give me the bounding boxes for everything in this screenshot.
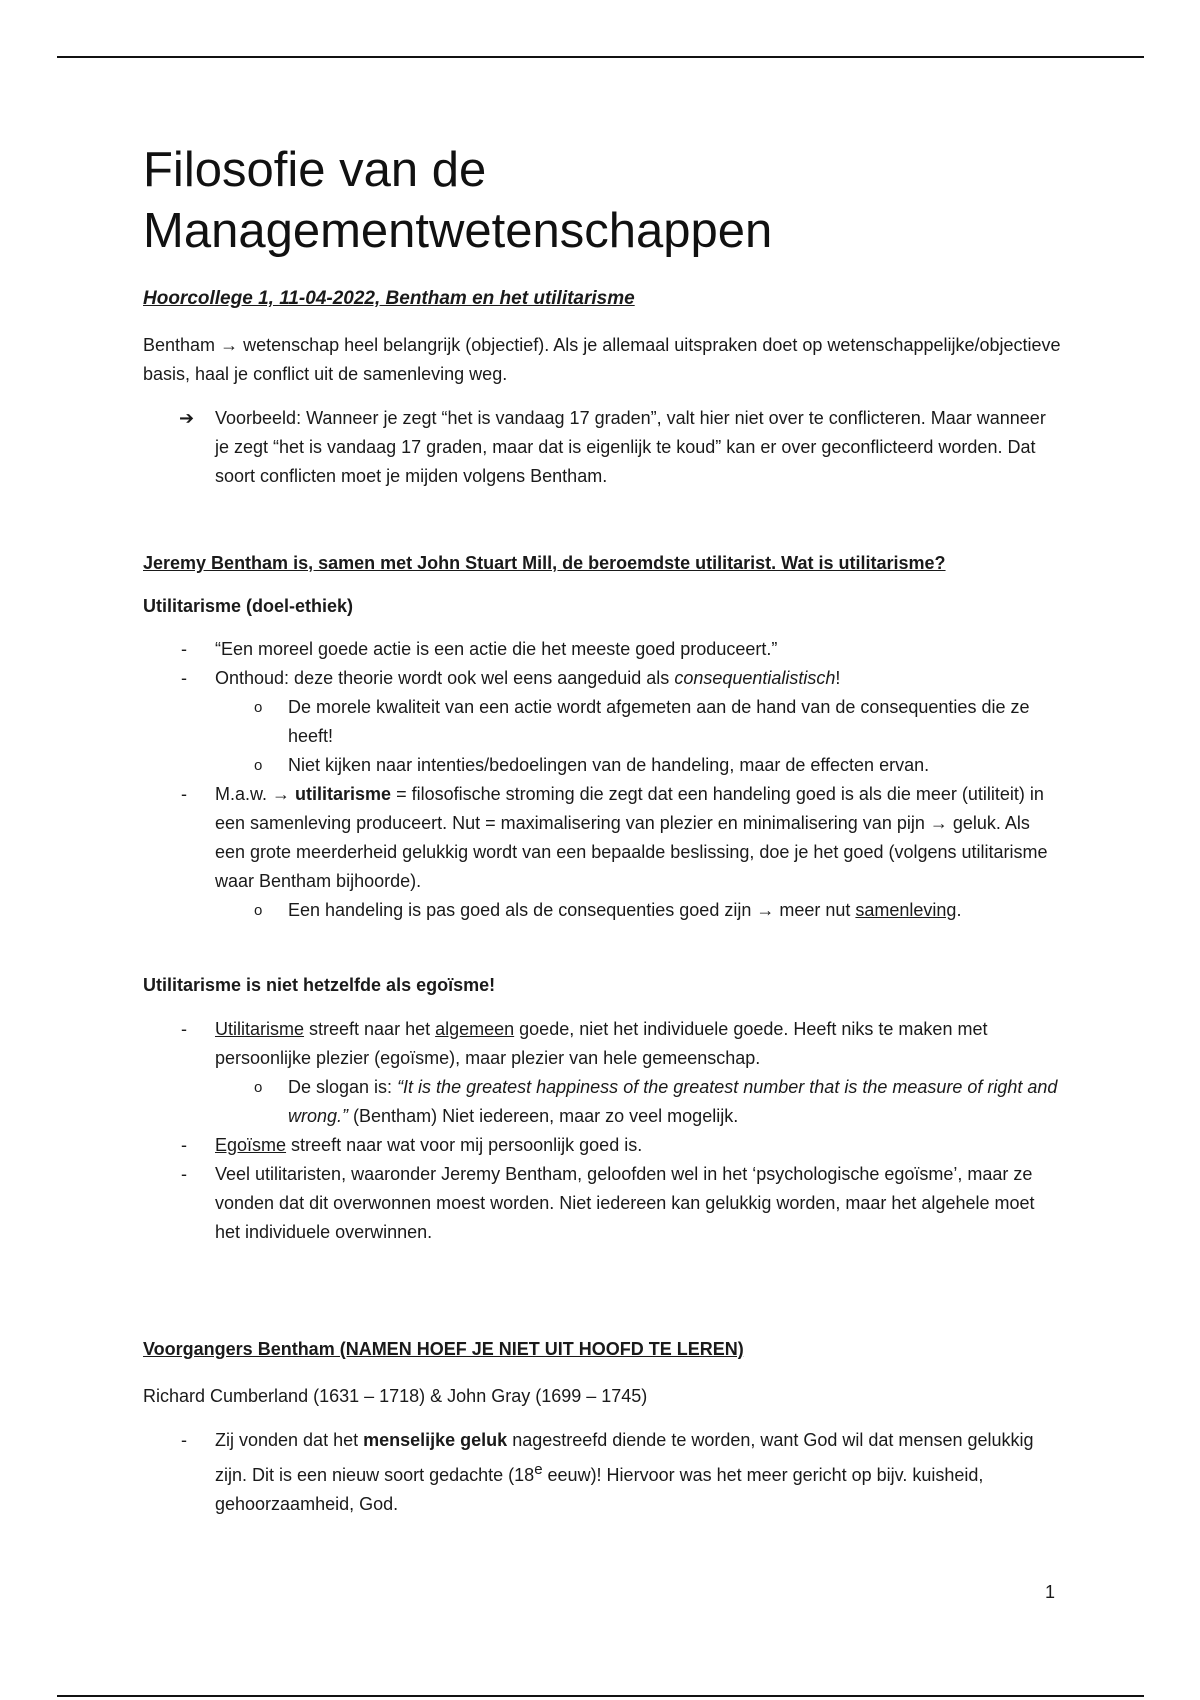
circle-bullet: o — [254, 902, 263, 919]
list-text: (Bentham) Niet iedereen, maar zo veel mogelijk. — [348, 1106, 739, 1126]
example-text: Voorbeeld: Wanneer je zegt “het is vandaag 17 graden”, valt hier niet over te conflicteren. Maar wanneer je zegt “het is vandaag 17 graden, maar dat is eigenlijk te koud” kan er over geconflicteerd worden. Dat soort conflicten moet je mijden volgens Bentham. — [215, 408, 1046, 486]
list-text: Veel utilitaristen, waaronder Jeremy Bentham, geloofden wel in het ‘psychologische egoïsme’, maar ze vonden dat dit overwonnen moest worden. Niet iedereen kan gelukkig worden, maar het algehele moet het individuele overwinnen. — [215, 1164, 1035, 1242]
list-text: De morele kwaliteit van een actie wordt afgemeten aan de hand van de consequenties die ze heeft! — [288, 697, 1030, 746]
list-text: Niet kijken naar intenties/bedoelingen van de handeling, maar de effecten ervan. — [288, 755, 930, 775]
dash-bullet: - — [181, 784, 187, 804]
dash-bullet: - — [181, 1135, 187, 1155]
dash-bullet: - — [181, 1430, 187, 1450]
sub-list-item — [143, 896, 1063, 925]
sub-list — [215, 693, 1063, 780]
sub-list-item — [143, 751, 1063, 780]
list-text: goede, niet het individuele goede. Heeft niks te maken met persoonlijke plezier (egoïsme), maar plezier van hele gemeenschap. — [215, 1019, 988, 1068]
utilitarism-list — [143, 635, 1063, 925]
arrow-icon: → — [929, 813, 948, 833]
dash-bullet: - — [181, 639, 187, 659]
underlined-term: algemeen — [435, 1019, 515, 1039]
superscript: e — [534, 1461, 543, 1478]
sub-list — [215, 1073, 1063, 1131]
list-item — [143, 1160, 1063, 1247]
example-list — [143, 404, 1063, 491]
page-number: 1 — [1045, 1582, 1056, 1602]
underlined-term: Utilitarisme — [215, 1019, 305, 1039]
arrow-bullet-icon: ➔ — [179, 408, 195, 428]
list-item — [143, 404, 1063, 491]
list-text: . — [956, 900, 962, 920]
egoism-list — [143, 1015, 1063, 1247]
document-body — [143, 140, 1063, 1519]
predecessors-list — [143, 1426, 1063, 1519]
circle-bullet: o — [254, 699, 263, 716]
section-heading-predecessors: Voorgangers Bentham (NAMEN HOEF JE NIET UIT HOOFD TE LEREN) — [143, 1339, 744, 1359]
list-text: Een handeling is pas goed als de consequenties goed zijn — [288, 900, 757, 920]
section-heading-egoism: Utilitarisme is niet hetzelfde als egoïsme! — [143, 975, 496, 995]
bold-term: menselijke geluk — [363, 1430, 508, 1450]
list-text: streeft naar het — [304, 1019, 436, 1039]
bold-term: utilitarisme — [295, 784, 392, 804]
circle-bullet: o — [254, 1079, 263, 1096]
section-subheading: Utilitarisme (doel-ethiek) — [143, 596, 354, 616]
sub-list — [215, 896, 1063, 925]
sub-list-item — [143, 693, 1063, 751]
underlined-term: samenleving — [855, 900, 957, 920]
dash-bullet: - — [181, 1019, 187, 1039]
intro-text-b: wetenschap heel belangrijk (objectief). Als je allemaal uitspraken doet op wetenschappelijke/objectieve basis, haal je conflict uit de samenleving weg. — [143, 335, 1061, 384]
dash-bullet: - — [181, 668, 187, 688]
intro-paragraph — [143, 331, 1063, 389]
list-text: geluk. Als een grote meerderheid gelukkig wordt van een bepaalde beslissing, doe je het goed (volgens utilitarisme waar Bentham bijhoorde). — [215, 813, 1048, 891]
list-item — [143, 1426, 1063, 1519]
list-item — [143, 780, 1063, 925]
sub-list-item — [143, 1073, 1063, 1131]
list-item — [143, 664, 1063, 780]
quote-text: “It is the greatest happiness of the greatest number that is the measure of right and wrong.” — [288, 1077, 1058, 1126]
arrow-icon: → — [272, 784, 291, 804]
list-text: Zij vonden dat het — [215, 1430, 364, 1450]
lecture-heading: Hoorcollege 1, 11-04-2022, Bentham en het utilitarisme — [143, 288, 635, 309]
list-text: meer nut — [774, 900, 856, 920]
dash-bullet: - — [181, 1164, 187, 1184]
list-text: Onthoud: deze theorie wordt ook wel eens aangeduid als — [215, 668, 675, 688]
list-text: streeft naar wat voor mij persoonlijk goed is. — [286, 1135, 643, 1155]
underlined-term: Egoïsme — [215, 1135, 287, 1155]
list-text: ! — [835, 668, 841, 688]
arrow-icon: → — [756, 900, 775, 920]
predecessor-names: Richard Cumberland (1631 – 1718) & John Gray (1699 – 1745) — [143, 1386, 648, 1406]
list-text: nagestreefd diende te worden, want God wil dat mensen gelukkig zijn. Dit is een nieuw soort gedachte (18 — [215, 1430, 1034, 1485]
list-item — [143, 1015, 1063, 1131]
emphasis-text: consequentialistisch — [674, 668, 836, 688]
list-text: eeuw)! Hiervoor was het meer gericht op bijv. kuisheid, gehoorzaamheid, God. — [215, 1465, 984, 1514]
list-text: M.a.w. — [215, 784, 273, 804]
list-text: = filosofische stroming die zegt dat een handeling goed is als die meer (utiliteit) in een samenleving produceert. Nut = maximalisering van plezier en minimalisering van pijn — [215, 784, 1044, 833]
list-item — [143, 635, 1063, 664]
list-item — [143, 1131, 1063, 1160]
header-rule — [57, 56, 1144, 58]
section-heading-utilitarism: Jeremy Bentham is, samen met John Stuart Mill, de beroemdste utilitarist. Wat is utilitarisme? — [143, 553, 946, 573]
list-text: De slogan is: — [288, 1077, 398, 1097]
footer-rule — [57, 1695, 1144, 1697]
list-text: “Een moreel goede actie is een actie die het meeste goed produceert.” — [215, 639, 778, 659]
arrow-icon: → — [220, 335, 239, 355]
intro-text-a: Bentham — [143, 335, 216, 355]
circle-bullet: o — [254, 757, 263, 774]
document-title: Filosofie van de Managementwetenschappen — [143, 143, 773, 258]
